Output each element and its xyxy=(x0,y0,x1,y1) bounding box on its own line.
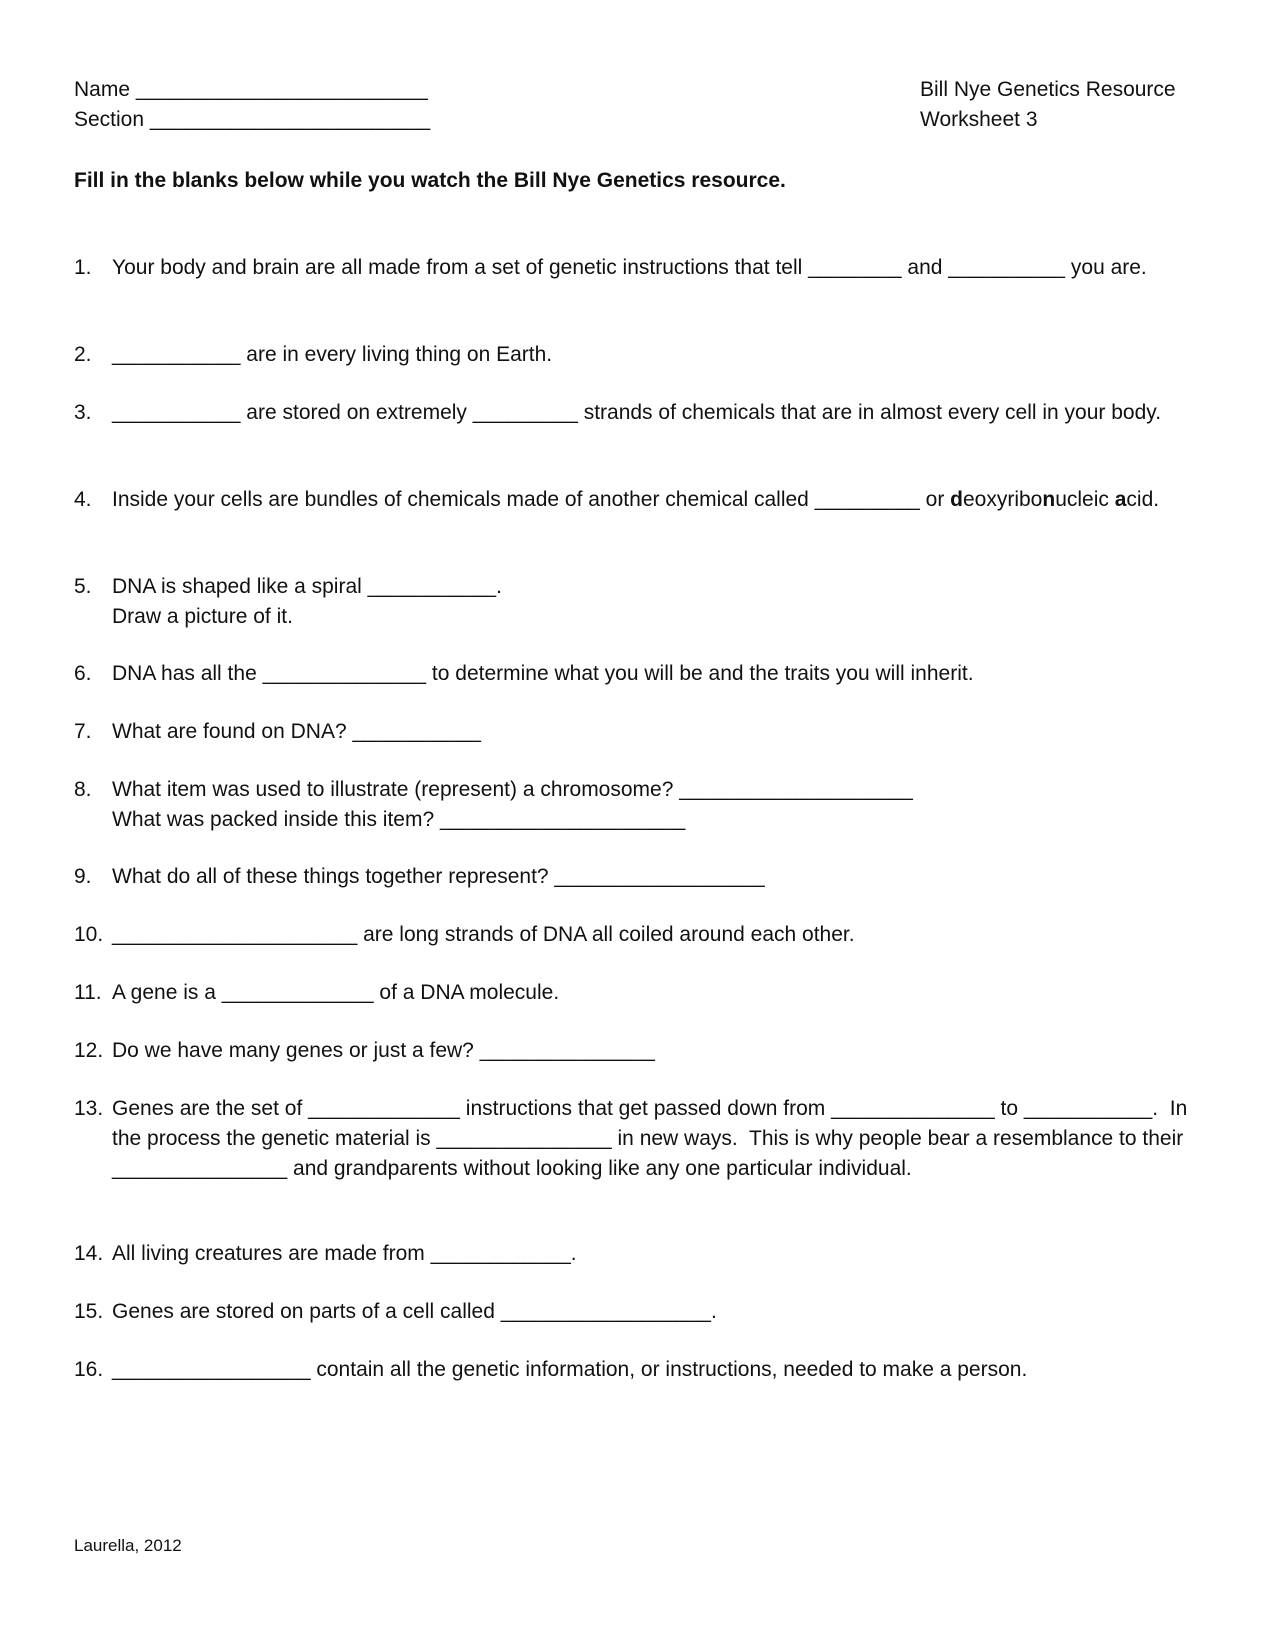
worksheet-title: Worksheet 3 xyxy=(920,108,1038,131)
question-14 xyxy=(74,1239,1194,1269)
question-text: Genes are the set of _____________ instructions that get passed down from ______________ to ___________. In the process the genetic material is _______________ in new ways. This is why people bear a resemblance to their _______________ and grandparents without looking like any one particular individual. xyxy=(112,1097,1194,1180)
question-number: 12. xyxy=(74,1039,104,1062)
question-text: What are found on DNA? ___________ xyxy=(112,720,481,743)
question-text: What do all of these things together represent? __________________ xyxy=(112,865,765,888)
question-9 xyxy=(74,862,1194,892)
question-number: 13. xyxy=(74,1097,104,1120)
question-text: ___________ are stored on extremely _________ strands of chemicals that are in almost every cell in your body. xyxy=(112,401,1162,424)
question-text: Genes are stored on parts of a cell called __________________. xyxy=(112,1300,717,1323)
question-text xyxy=(112,485,1194,515)
resource-title: Bill Nye Genetics Resource xyxy=(920,78,1176,101)
question-number: 7. xyxy=(74,720,92,743)
question-number: 10. xyxy=(74,923,104,946)
question-number: 16. xyxy=(74,1358,104,1381)
question-text-part: ucleic xyxy=(1055,488,1115,511)
question-text-part: Inside your cells are bundles of chemicals made of another chemical called _________ or xyxy=(112,488,951,511)
question-text: Do we have many genes or just a few? _______________ xyxy=(112,1039,655,1062)
question-number: 2. xyxy=(74,343,92,366)
question-6 xyxy=(74,659,1194,689)
question-text: _____________________ are long strands of DNA all coiled around each other. xyxy=(112,923,855,946)
footer-credit: Laurella, 2012 xyxy=(74,1536,182,1555)
question-8 xyxy=(74,775,1194,835)
question-subtext: Draw a picture of it. xyxy=(112,605,293,628)
question-number: 1. xyxy=(74,256,92,279)
name-line: Name _________________________ xyxy=(74,78,428,101)
question-7 xyxy=(74,717,1194,747)
worksheet-info xyxy=(920,75,1176,135)
question-3 xyxy=(74,398,1194,428)
question-number: 14. xyxy=(74,1242,104,1265)
instructions: Fill in the blanks below while you watch the Bill Nye Genetics resource. xyxy=(74,169,786,192)
acronym-letter-a: a xyxy=(1114,488,1127,511)
question-16 xyxy=(74,1355,1194,1385)
student-info xyxy=(74,75,430,135)
section-line: Section ________________________ xyxy=(74,108,431,131)
question-text: DNA is shaped like a spiral ___________. xyxy=(112,575,502,598)
question-4 xyxy=(74,485,1194,515)
question-text-part: eoxyribo xyxy=(962,488,1043,511)
question-text: What item was used to illustrate (represent) a chromosome? ____________________ xyxy=(112,778,913,801)
question-1 xyxy=(74,253,1194,283)
question-text: DNA has all the ______________ to determine what you will be and the traits you will inherit. xyxy=(112,662,974,685)
acronym-letter-d: d xyxy=(950,488,963,511)
acronym-letter-n: n xyxy=(1042,488,1056,511)
question-subtext: What was packed inside this item? _____________________ xyxy=(112,808,686,831)
question-number: 6. xyxy=(74,662,92,685)
question-5 xyxy=(74,572,1194,632)
question-number: 8. xyxy=(74,778,92,801)
question-10 xyxy=(74,920,1194,950)
question-15 xyxy=(74,1297,1194,1327)
question-number: 5. xyxy=(74,575,92,598)
question-text: A gene is a _____________ of a DNA molecule. xyxy=(112,981,560,1004)
question-2 xyxy=(74,340,1194,370)
question-text: ___________ are in every living thing on Earth. xyxy=(112,343,553,366)
question-number: 3. xyxy=(74,401,92,424)
question-text: _________________ contain all the genetic information, or instructions, needed to make a person. xyxy=(112,1358,1028,1381)
question-text: All living creatures are made from ____________. xyxy=(112,1242,577,1265)
question-11 xyxy=(74,978,1194,1008)
question-number: 15. xyxy=(74,1300,104,1323)
question-number: 9. xyxy=(74,865,92,888)
question-12 xyxy=(74,1036,1194,1066)
question-number: 4. xyxy=(74,488,92,511)
question-number: 11. xyxy=(74,981,102,1004)
question-text-part: cid. xyxy=(1126,488,1160,511)
question-text: Your body and brain are all made from a set of genetic instructions that tell ________ and __________ you are. xyxy=(112,256,1147,279)
question-13 xyxy=(74,1094,1194,1184)
